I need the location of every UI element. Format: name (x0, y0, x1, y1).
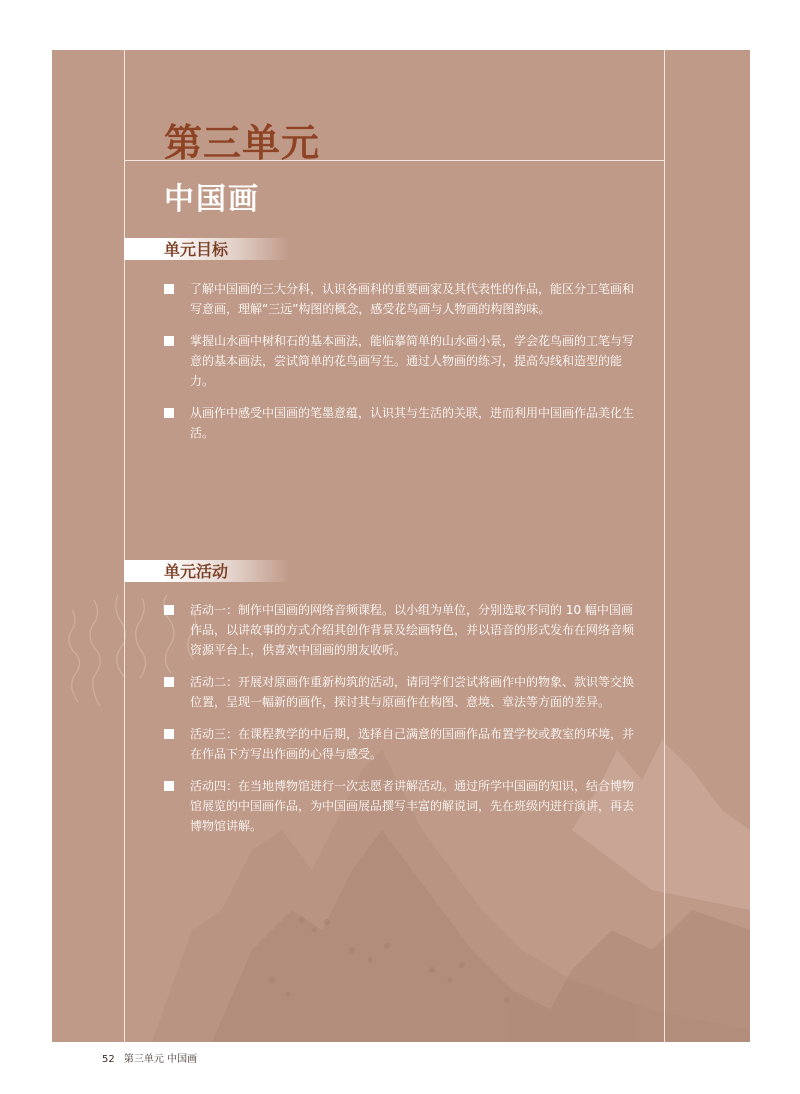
section-label-activities (124, 560, 290, 582)
square-bullet-icon (164, 284, 174, 294)
goal-item-text: 从画作中感受中国画的笔墨意蕴，认识其与生活的关联，进而利用中国画作品美化生活。 (190, 406, 635, 440)
square-bullet-icon (164, 408, 174, 418)
page-panel (52, 50, 750, 1065)
activities-list (164, 600, 634, 848)
square-bullet-icon (164, 336, 174, 346)
activity-item (164, 724, 634, 764)
goal-item (164, 331, 634, 391)
goal-item-text: 掌握山水画中树和石的基本画法，能临摹简单的山水画小景，学会花鸟画的工笔与写意的基本画法，尝试简单的花鸟画写生。通过人物画的练习，提高勾线和造型的能力。 (190, 334, 635, 388)
activity-item-text: 活动一：制作中国画的网络音频课程。以小组为单位，分别选取不同的 10 幅中国画作品，以讲故事的方式介绍其创作背景及绘画特色，并以语音的形式发布在网络音频资源平台上，供喜欢中国画的朋友收听。 (190, 603, 635, 657)
page-number: 52 (102, 1054, 115, 1065)
activity-item (164, 600, 634, 660)
activity-item (164, 672, 634, 712)
square-bullet-icon (164, 677, 174, 687)
unit-title: 第三单元 (164, 121, 321, 165)
page-footer (102, 1050, 197, 1065)
activity-item (164, 776, 634, 836)
activity-item-text: 活动三：在课程教学的中后期，选择自己满意的国画作品布置学校或教室的环境，并在作品下方写出作画的心得与感受。 (190, 727, 635, 761)
activity-item-text: 活动四：在当地博物馆进行一次志愿者讲解活动。通过所学中国画的知识，结合博物馆展览的中国画作品，为中国画展品撰写丰富的解说词，先在班级内进行演讲，再去博物馆讲解。 (190, 779, 635, 833)
section-label-activities-text: 单元活动 (164, 562, 229, 581)
square-bullet-icon (164, 781, 174, 791)
left-vertical-rule (124, 50, 125, 1042)
activity-item-text: 活动二：开展对原画作重新构筑的活动，请同学们尝试将画作中的物象、款识等交换位置，呈现一幅新的画作，探讨其与原画作在构图、意境、章法等方面的差异。 (190, 675, 635, 709)
running-title: 第三单元 中国画 (123, 1054, 198, 1065)
square-bullet-icon (164, 729, 174, 739)
section-label-goals (124, 238, 290, 260)
goal-item (164, 403, 634, 443)
section-label-goals-text: 单元目标 (164, 240, 229, 259)
goals-list (164, 279, 634, 455)
right-vertical-rule (664, 50, 665, 1042)
goal-item-text: 了解中国画的三大分科，认识各画科的重要画家及其代表性的作品，能区分工笔画和写意画，理解“三远”构图的概念，感受花鸟画与人物画的构图韵味。 (190, 282, 635, 316)
landscape-painting-background (52, 50, 750, 1042)
goal-item (164, 279, 634, 319)
square-bullet-icon (164, 605, 174, 615)
subject-title: 中国画 (164, 182, 260, 217)
